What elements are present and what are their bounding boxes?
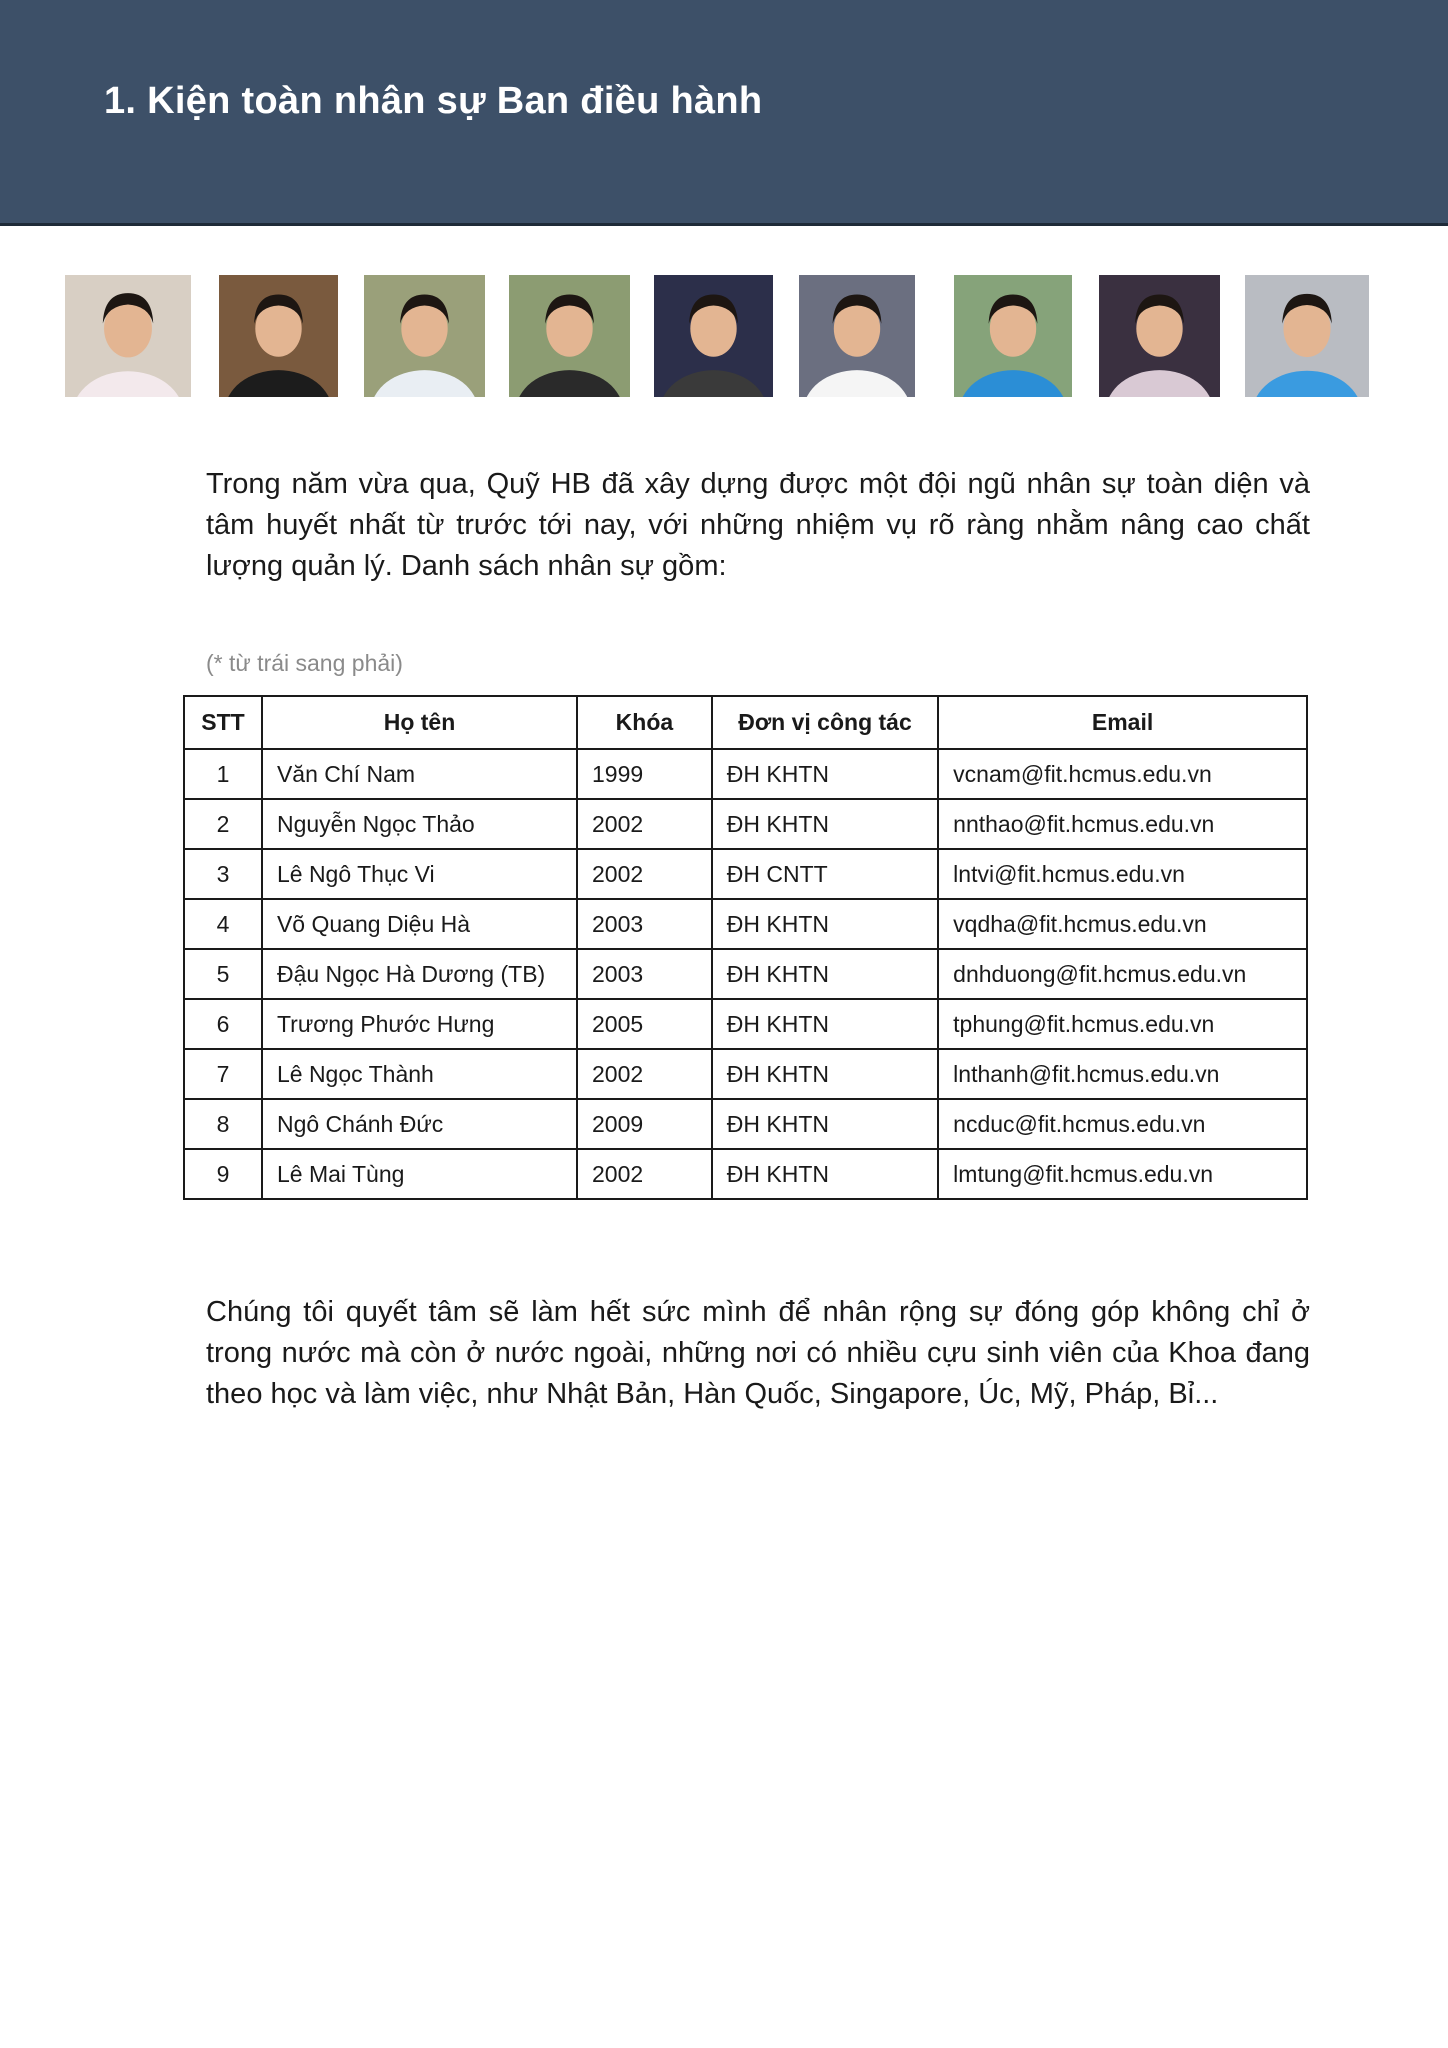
member-name: Võ Quang Diệu Hà [262,899,577,949]
table-row [184,849,1307,899]
row-number: 1 [184,749,262,799]
row-number: 8 [184,1099,262,1149]
member-name: Nguyễn Ngọc Thảo [262,799,577,849]
member-name: Lê Ngô Thục Vi [262,849,577,899]
column-header-stt: STT [184,696,262,749]
table-body [184,749,1307,1199]
table-row [184,749,1307,799]
member-cohort: 2003 [577,949,712,999]
member-name: Đậu Ngọc Hà Dương (TB) [262,949,577,999]
person-photo-icon [364,275,485,397]
row-number: 3 [184,849,262,899]
member-name: Văn Chí Nam [262,749,577,799]
member-workplace: ĐH KHTN [712,1149,938,1199]
closing-paragraph: Chúng tôi quyết tâm sẽ làm hết sức mình để nhân rộng sự đóng góp không chỉ ở trong nước mà còn ở nước ngoài, những nơi có nhiều cựu sinh viên của Khoa đang theo học và làm việc, như Nhật Bản, Hàn Quốc, Singapore, Úc, Mỹ, Pháp, Bỉ... [206,1296,1310,1410]
column-header-workplace: Đơn vị công tác [712,696,938,749]
person-photo-icon [799,275,915,397]
row-number: 7 [184,1049,262,1099]
member-name: Ngô Chánh Đức [262,1099,577,1149]
member-email: lnthanh@fit.hcmus.edu.vn [938,1049,1307,1099]
table-row [184,899,1307,949]
table-row [184,949,1307,999]
column-header-name: Họ tên [262,696,577,749]
member-name: Lê Mai Tùng [262,1149,577,1199]
person-photo-icon [954,275,1072,397]
member-email: vcnam@fit.hcmus.edu.vn [938,749,1307,799]
member-workplace: ĐH KHTN [712,899,938,949]
table-header-row [184,696,1307,749]
person-photo-icon [219,275,338,397]
member-workplace: ĐH CNTT [712,849,938,899]
table-row [184,799,1307,849]
member-workplace: ĐH KHTN [712,999,938,1049]
person-photo-icon [1245,275,1369,397]
staff-photo-strip [0,0,1448,420]
member-cohort: 1999 [577,749,712,799]
member-workplace: ĐH KHTN [712,799,938,849]
row-number: 5 [184,949,262,999]
member-email: nnthao@fit.hcmus.edu.vn [938,799,1307,849]
member-name: Lê Ngọc Thành [262,1049,577,1099]
row-number: 4 [184,899,262,949]
column-header-cohort: Khóa [577,696,712,749]
row-number: 9 [184,1149,262,1199]
staff-table [183,695,1308,1200]
member-email: lmtung@fit.hcmus.edu.vn [938,1149,1307,1199]
row-number: 6 [184,999,262,1049]
member-cohort: 2003 [577,899,712,949]
member-email: tphung@fit.hcmus.edu.vn [938,999,1307,1049]
person-photo-icon [654,275,773,397]
member-cohort: 2002 [577,799,712,849]
member-email: vqdha@fit.hcmus.edu.vn [938,899,1307,949]
column-header-email: Email [938,696,1307,749]
person-photo-icon [509,275,630,397]
table-row [184,1099,1307,1149]
person-photo-icon [65,275,191,397]
person-photo-icon [1099,275,1220,397]
member-workplace: ĐH KHTN [712,1099,938,1149]
table-row [184,1049,1307,1099]
member-workplace: ĐH KHTN [712,749,938,799]
table-row [184,999,1307,1049]
order-note: (* từ trái sang phải) [206,650,403,676]
member-email: ncduc@fit.hcmus.edu.vn [938,1099,1307,1149]
member-cohort: 2009 [577,1099,712,1149]
member-workplace: ĐH KHTN [712,949,938,999]
intro-paragraph: Trong năm vừa qua, Quỹ HB đã xây dựng được một đội ngũ nhân sự toàn diện và tâm huyết nhất từ trước tới nay, với những nhiệm vụ rõ ràng nhằm nâng cao chất lượng quản lý. Danh sách nhân sự gồm: [206,468,1310,582]
table-row [184,1149,1307,1199]
member-cohort: 2002 [577,849,712,899]
member-workplace: ĐH KHTN [712,1049,938,1099]
member-cohort: 2005 [577,999,712,1049]
member-cohort: 2002 [577,1049,712,1099]
member-name: Trương Phước Hưng [262,999,577,1049]
member-email: lntvi@fit.hcmus.edu.vn [938,849,1307,899]
member-cohort: 2002 [577,1149,712,1199]
member-email: dnhduong@fit.hcmus.edu.vn [938,949,1307,999]
row-number: 2 [184,799,262,849]
page-title: 1. Kiện toàn nhân sự Ban điều hành [104,80,763,122]
